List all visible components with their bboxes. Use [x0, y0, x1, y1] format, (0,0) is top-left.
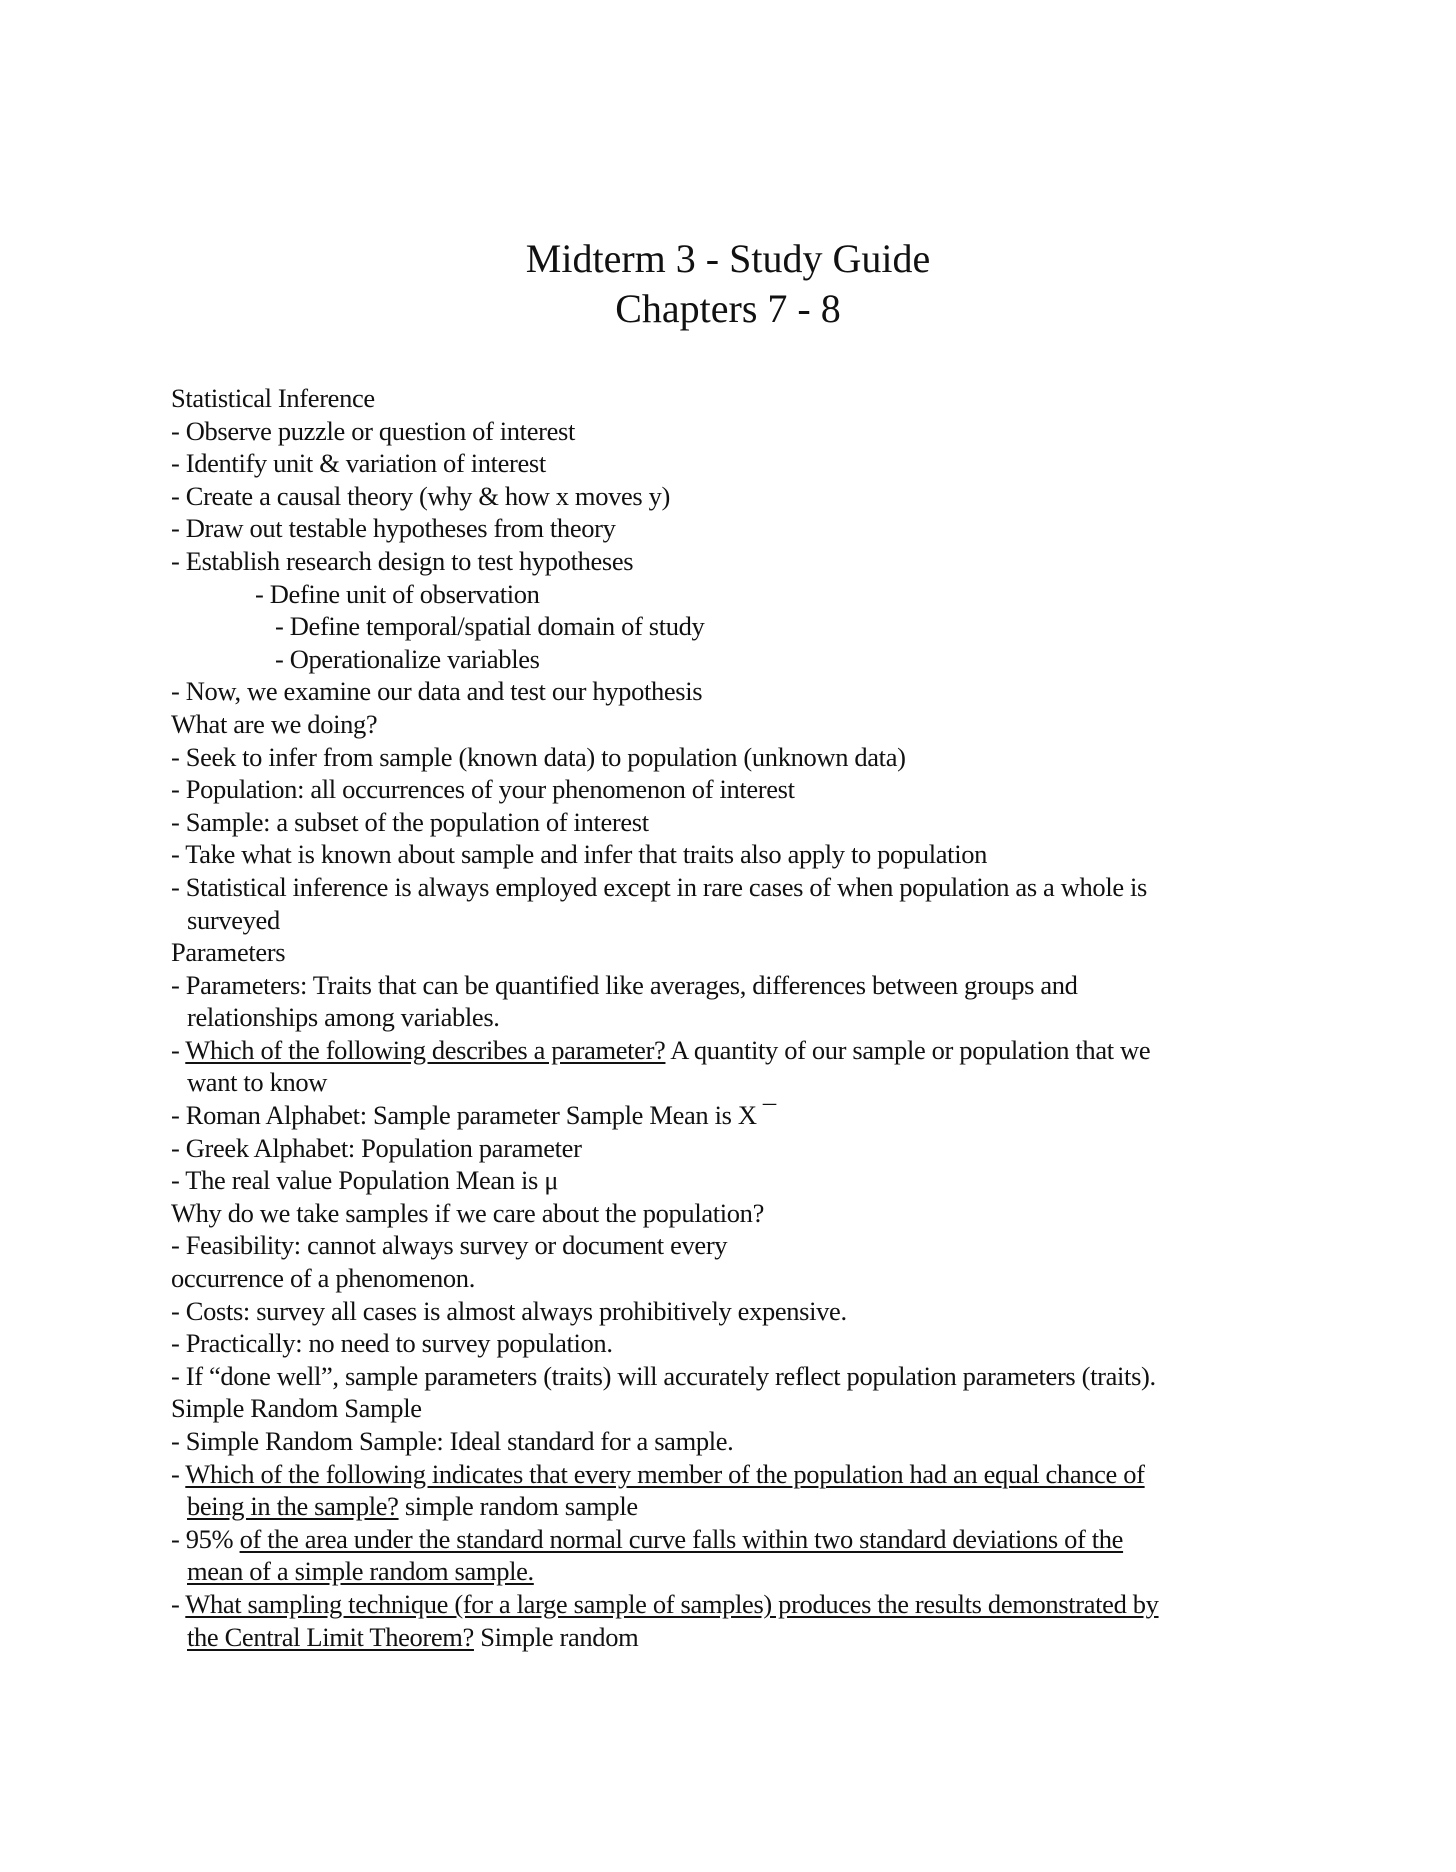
list-item: - Seek to infer from sample (known data) to population (unknown data)	[171, 741, 906, 772]
list-item: - Draw out testable hypotheses from theory	[171, 513, 616, 544]
list-item: - Establish research design to test hypotheses	[171, 545, 634, 576]
list-item: - Create a causal theory (why & how x moves y)	[171, 480, 671, 511]
sub-list-item: - Define temporal/spatial domain of study	[275, 611, 705, 642]
list-item: - Identify unit & variation of interest	[171, 448, 546, 479]
list-item-continuation	[171, 1555, 1291, 1588]
section-heading-simple-random-sample: Simple Random Sample	[171, 1393, 422, 1424]
list-item: - Roman Alphabet: Sample parameter Sample Mean is X ¯	[171, 1100, 776, 1131]
list-item: - Now, we examine our data and test our hypothesis	[171, 676, 703, 707]
section-heading-what-are-we-doing: What are we doing?	[171, 708, 378, 739]
list-item: - Population: all occurrences of your phenomenon of interest	[171, 774, 795, 805]
list-item: - Greek Alphabet: Population parameter	[171, 1132, 582, 1163]
list-item-continuation: the Central Limit Theorem? Simple random	[187, 1621, 639, 1652]
sub-list-item: - Operationalize variables	[275, 643, 540, 674]
list-item: - Statistical inference is always employed except in rare cases of when population as a whole is	[171, 871, 1148, 902]
list-item: - If “done well”, sample parameters (traits) will accurately reflect population parameters (traits).	[171, 1360, 1156, 1391]
list-item: - Take what is known about sample and infer that traits also apply to population	[171, 839, 988, 870]
list-item: - Simple Random Sample: Ideal standard for a sample.	[171, 1426, 734, 1456]
question-text: Which of the following indicates that every member of the population had an equal chance of	[185, 1458, 1145, 1489]
list-item: - Observe puzzle or question of interest	[171, 415, 575, 446]
list-item-continuation: being in the sample? simple random sample	[187, 1491, 638, 1522]
list-item-continuation: surveyed	[187, 904, 280, 935]
sub-list-item: - Define unit of observation	[255, 578, 540, 609]
list-item-question: - 95% of the area under the standard normal curve falls within two standard deviations of the	[171, 1523, 1124, 1554]
question-text: What sampling technique (for a large sample of samples) produces the results demonstrated by	[185, 1588, 1159, 1619]
list-item: - Parameters: Traits that can be quantified like averages, differences between groups and	[171, 969, 1078, 1000]
list-item-question: - Which of the following indicates that every member of the population had an equal chance of	[171, 1458, 1145, 1489]
section-heading-why-samples: Why do we take samples if we care about the population?	[171, 1197, 764, 1228]
list-item: - Costs: survey all cases is almost always prohibitively expensive.	[171, 1295, 847, 1326]
page-title: Midterm 3 - Study Guide	[525, 236, 931, 281]
list-item-continuation: want to know	[187, 1067, 328, 1098]
list-item: - Practically: no need to survey population.	[171, 1328, 613, 1359]
study-guide-body	[171, 382, 1291, 1653]
list-item-continuation: occurrence of a phenomenon.	[171, 1263, 475, 1294]
list-item-question: - Which of the following describes a parameter? A quantity of our sample or population that we	[171, 1034, 1151, 1065]
question-text: Which of the following describes a parameter?	[185, 1034, 666, 1065]
question-text: of the area under the standard normal curve falls within two standard deviations of the	[239, 1523, 1124, 1554]
question-text: mean of a simple random sample.	[187, 1556, 534, 1587]
section-heading-statistical-inference: Statistical Inference	[171, 383, 375, 413]
section-heading-parameters: Parameters	[171, 937, 286, 968]
list-item-question: - What sampling technique (for a large sample of samples) produces the results demonstrated by	[171, 1588, 1159, 1619]
page-subtitle: Chapters 7 - 8	[615, 286, 841, 331]
question-text: being in the sample?	[187, 1491, 399, 1522]
list-item-continuation: relationships among variables.	[187, 1002, 500, 1033]
list-item: - Sample: a subset of the population of interest	[171, 806, 649, 837]
question-text: the Central Limit Theorem?	[187, 1621, 474, 1652]
list-item: - Feasibility: cannot always survey or document every	[171, 1230, 728, 1261]
list-item: - The real value Population Mean is μ	[171, 1165, 559, 1196]
